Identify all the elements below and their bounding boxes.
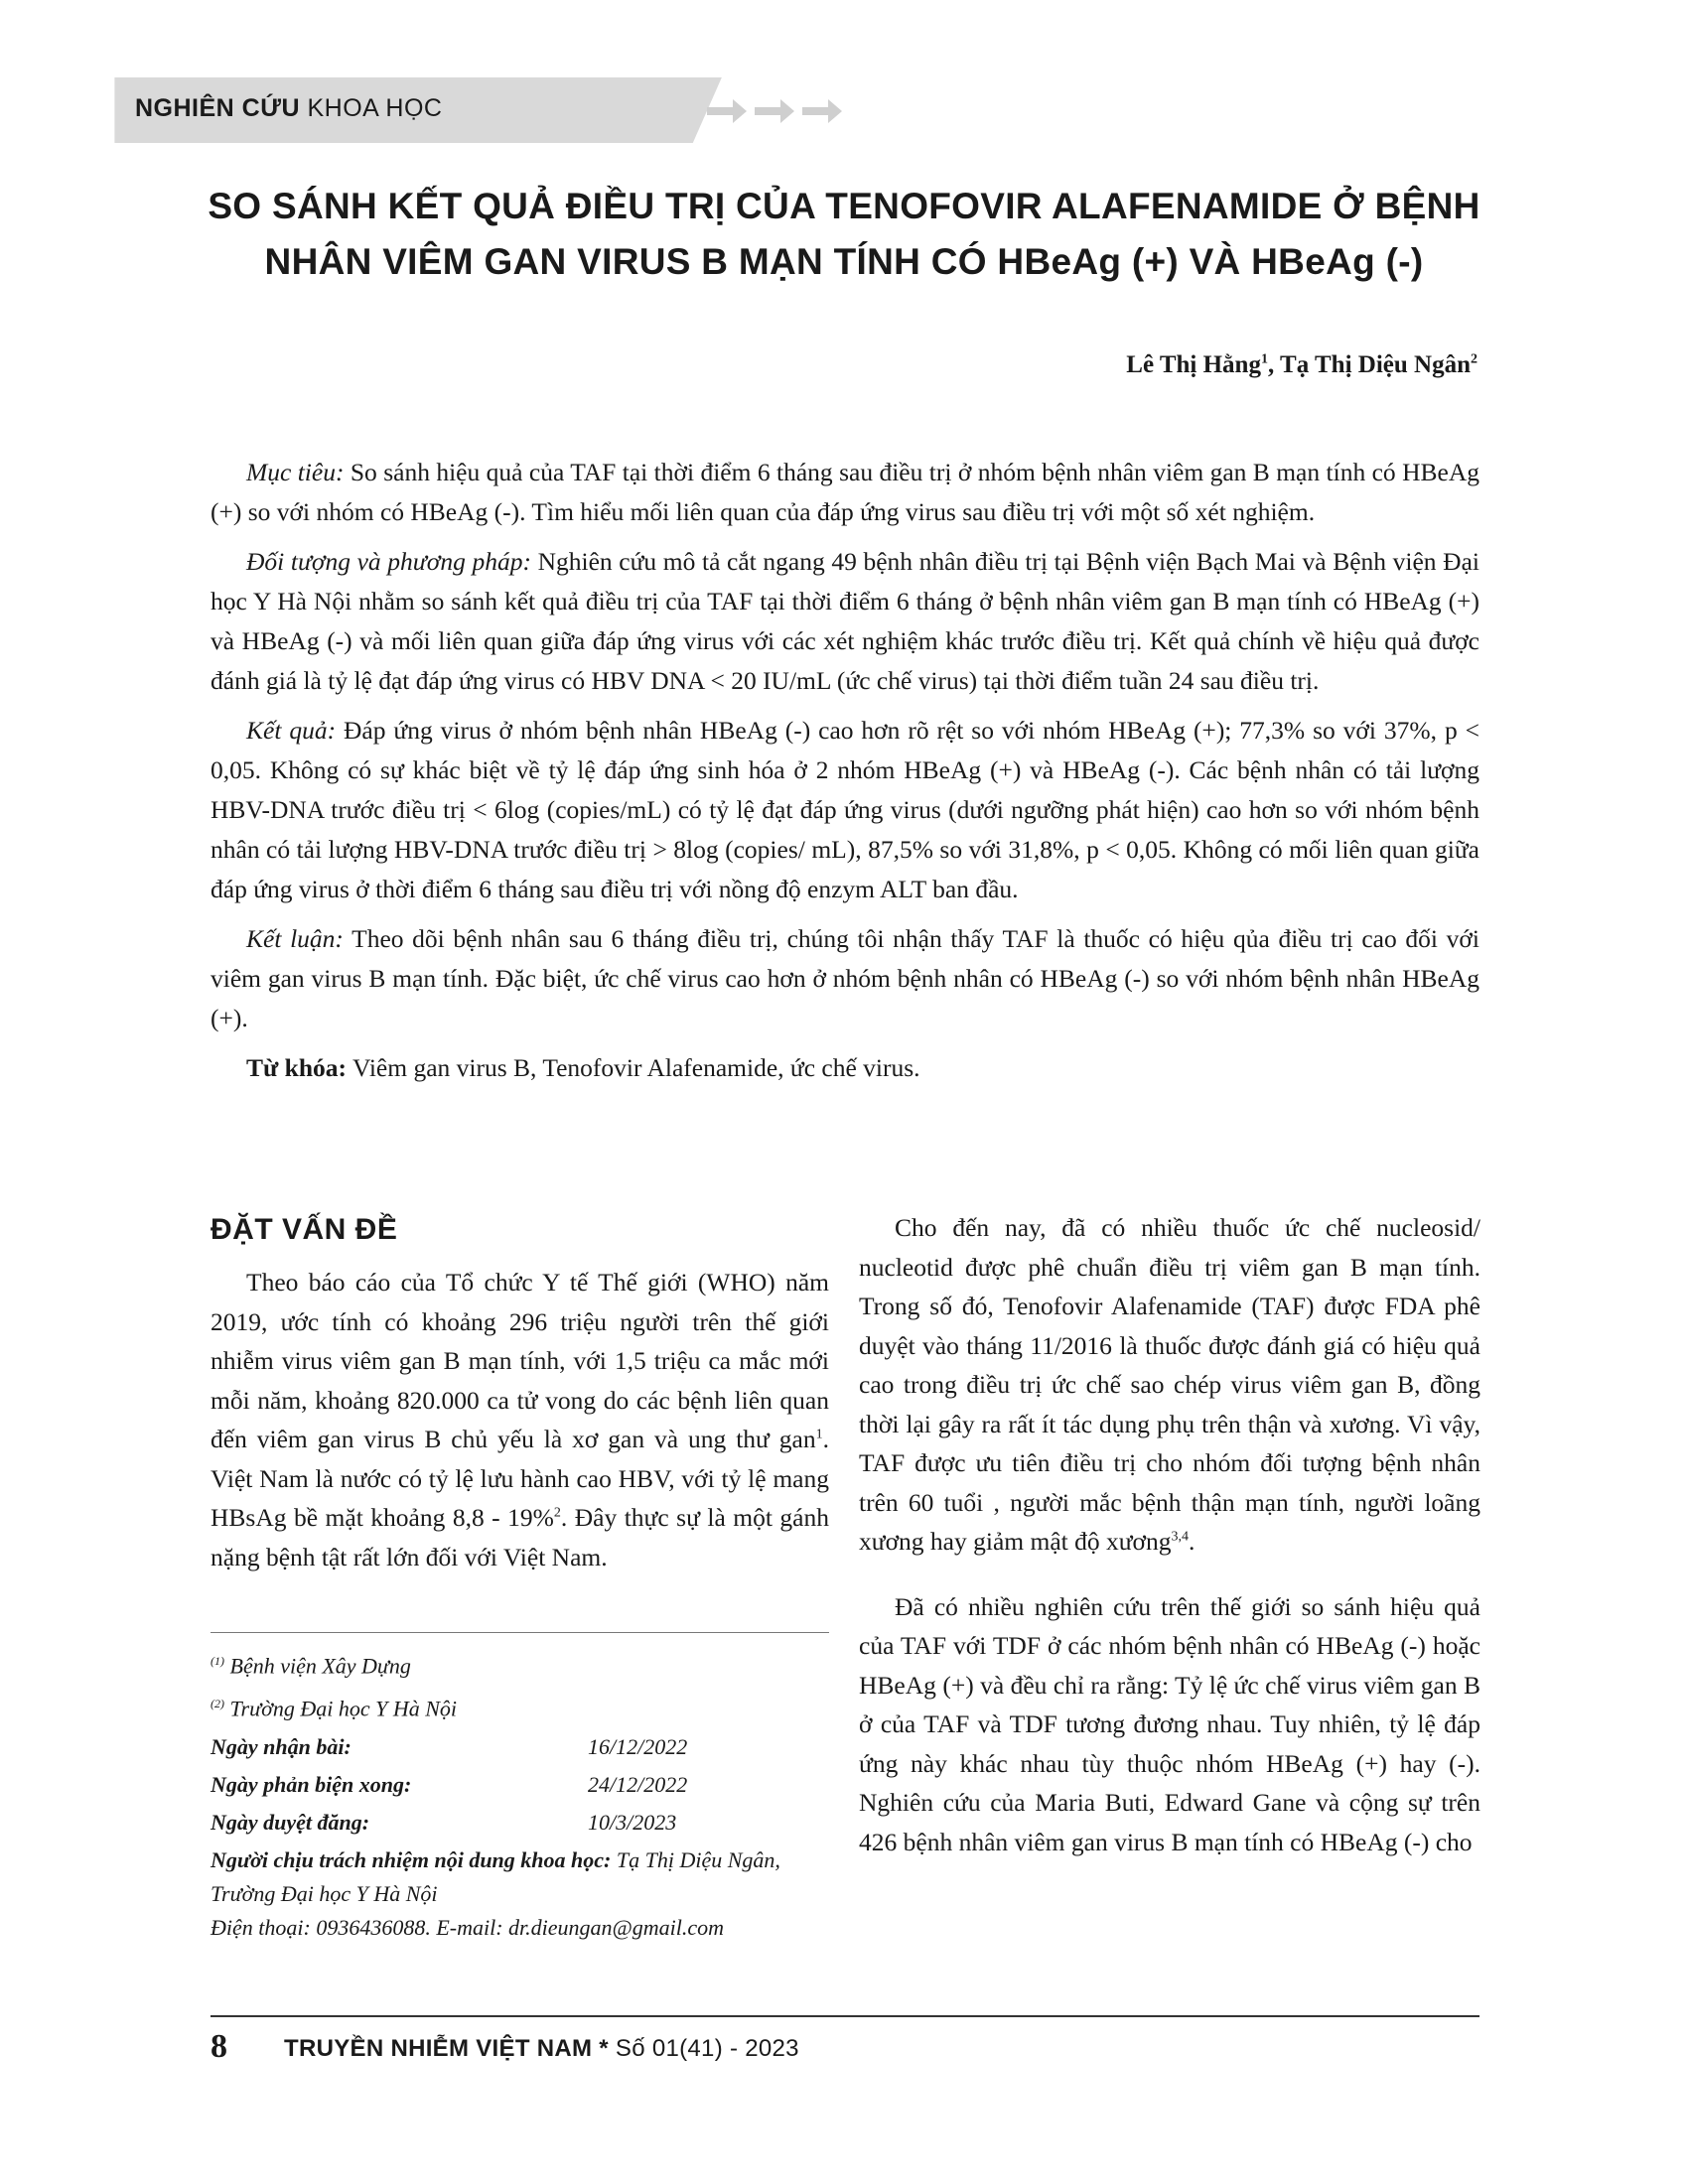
intro-paragraph-3: Đã có nhiều nghiên cứu trên thế giới so sánh hiệu quả của TAF với TDF ở các nhóm bệnh nhân có HBeAg (-) hoặc HBeAg (+) và đều chỉ ra rằng: Tỷ lệ ức chế virus viêm gan B ở của TAF và TDF tương đương nhau. Tuy nhiên, tỷ lệ đáp ứng này khác nhau tùy thuộc nhóm HBeAg (+) hay (-). Nghiên cứu của Maria Buti, Edward Gane và cộng sự trên 426 bệnh nhân viêm gan virus B mạn tính có HBeAg (-) cho: [859, 1591, 1480, 1856]
objective-text: So sánh hiệu quả của TAF tại thời điểm 6 tháng sau điều trị ở nhóm bệnh nhân viêm gan B mạn tính có HBeAg (+) so với nhóm có HBeAg (-). Tìm hiểu mối liên quan của đáp ứng virus sau điều trị với một số xét nghiệm.: [211, 458, 1479, 526]
abstract-results: [211, 711, 1479, 909]
conclusion-text: Theo dõi bệnh nhân sau 6 tháng điều trị, chúng tôi nhận thấy TAF là thuốc có hiệu qủa điều trị cao đối với viêm gan virus B mạn tính. Đặc biệt, ức chế virus cao hơn ở nhóm bệnh nhân có HBeAg (-) so với nhóm bệnh nhân HBeAg (+).: [211, 924, 1479, 1032]
affiliation-2-mark: (2): [211, 1697, 224, 1711]
accepted-date: 10/3/2023: [588, 1809, 677, 1835]
p2-part-a: Cho đến nay, đã có nhiều thuốc ức chế nucleosid/ nucleotid được phê chuẩn điều trị viêm gan B mạn tính. Trong số đó, Tenofovir Alafenamide (TAF) được FDA phê duyệt vào tháng 11/2016 là thuốc được đánh giá có hiệu quả cao trong điều trị ức chế sao chép virus viêm gan B, đồng thời lại gây ra rất ít tác dụng phụ trên thận và xương. Vì vậy, TAF được ưu tiên điều trị cho nhóm đối tượng bệnh nhân trên 60 tuổi , người mắc bệnh thận mạn tính, người loãng xương hay giảm mật độ xương: [859, 1213, 1480, 1556]
responsible-label: Người chịu trách nhiệm nội dung khoa học:: [211, 1846, 612, 1872]
reviewed-row: [211, 1768, 829, 1802]
footer-star: *: [592, 2035, 616, 2062]
methods-label: Đối tượng và phương pháp:: [246, 547, 531, 576]
section-heading: ĐẶT VẤN ĐỀ: [211, 1213, 398, 1246]
received-date: 16/12/2022: [588, 1733, 688, 1759]
keywords-text: Viêm gan virus B, Tenofovir Alafenamide, ức chế virus.: [347, 1053, 920, 1082]
citation-2: 2: [553, 1505, 561, 1521]
author-2-affiliation: 2: [1471, 351, 1477, 367]
results-label: Kết quả:: [246, 716, 337, 745]
title-line-2: NHÂN VIÊM GAN VIRUS B MẠN TÍNH CÓ HBeAg (+) VÀ HBeAg (-): [264, 241, 1424, 282]
keywords-label: Từ khóa:: [246, 1053, 348, 1082]
results-text: Đáp ứng virus ở nhóm bệnh nhân HBeAg (-) cao hơn rõ rệt so với nhóm HBeAg (+); 77,3% so với 37%, p < 0,05. Không có sự khác biệt về tỷ lệ đáp ứng sinh hóa ở 2 nhóm HBeAg (+) và HBeAg (-). Các bệnh nhân có tải lượng HBV-DNA trước điều trị < 6log (copies/mL) có tỷ lệ đạt đáp ứng virus (dưới ngưỡng phát hiện) cao hơn so với nhóm bệnh nhân có tải lượng HBV-DNA trước điều trị > 8log (copies/ mL), 87,5% so với 31,8%, p < 0,05. Không có mối liên quan giữa đáp ứng virus ở thời điểm 6 tháng sau điều trị với nồng độ enzym ALT ban đầu.: [211, 716, 1479, 903]
arrows-icon: [707, 95, 856, 127]
affiliation-2: [211, 1687, 829, 1725]
intro-paragraph-2: [859, 1208, 1480, 1562]
citation-3-4: 3,4: [1171, 1529, 1190, 1545]
abstract-keywords: [211, 1048, 1479, 1088]
accepted-row: [211, 1806, 829, 1840]
authors: [1126, 351, 1477, 379]
abstract-conclusion: [211, 919, 1479, 1038]
author-1-affiliation: 1: [1260, 351, 1268, 367]
footnotes: [211, 1644, 829, 1945]
received-row: [211, 1730, 829, 1764]
contact-info: Điện thoại: 0936436088. E-mail: dr.dieungan@gmail.com: [211, 1914, 725, 1940]
responsible-person: [211, 1843, 829, 1911]
journal-footer: [284, 2035, 799, 2063]
page-number: 8: [211, 2028, 227, 2065]
abstract: [211, 453, 1479, 1098]
article-title: [119, 179, 1569, 290]
received-label: Ngày nhận bài:: [211, 1733, 352, 1759]
section-label-rest: KHOA HỌC: [300, 94, 443, 122]
p1-part-c: . Đây thực sự là một gánh nặng bệnh tật rất lớn đối với Việt Nam.: [211, 1503, 829, 1571]
accepted-label: Ngày duyệt đăng:: [211, 1809, 370, 1835]
section-label: [135, 94, 442, 123]
author-1: Lê Thị Hằng: [1126, 351, 1261, 378]
author-separator: ,: [1267, 351, 1281, 378]
affiliation-1-text: Bệnh viện Xây Dựng: [224, 1653, 411, 1679]
intro-paragraph-1: [211, 1263, 829, 1576]
p2-part-b: .: [1189, 1527, 1196, 1556]
title-line-1: SO SÁNH KẾT QUẢ ĐIỀU TRỊ CỦA TENOFOVIR ALAFENAMIDE Ở BỆNH: [208, 186, 1480, 226]
affiliation-1-mark: (1): [211, 1654, 224, 1668]
journal-name: TRUYỀN NHIỄM VIỆT NAM: [284, 2035, 593, 2062]
journal-issue: Số 01(41) - 2023: [615, 2035, 799, 2062]
conclusion-label: Kết luận:: [246, 924, 344, 953]
affiliation-1: [211, 1644, 829, 1683]
footer-divider: [211, 2015, 1479, 2017]
section-label-bold: NGHIÊN CỨU: [135, 94, 301, 122]
responsible-text: Tạ Thị Diệu Ngân, Trường Đại học Y Hà Nội: [211, 1846, 780, 1906]
footnote-divider: [211, 1632, 829, 1633]
p1-part-a: Theo báo cáo của Tổ chức Y tế Thế giới (WHO) năm 2019, ước tính có khoảng 296 triệu người trên thế giới nhiễm virus viêm gan B mạn tính, với 1,5 triệu ca mắc mới mỗi năm, khoảng 820.000 ca tử vong do các bệnh liên quan đến viêm gan virus B chủ yếu là xơ gan và ung thư gan: [211, 1268, 829, 1453]
right-column: [859, 1208, 1480, 1861]
methods-text: Nghiên cứu mô tả cắt ngang 49 bệnh nhân điều trị tại Bệnh viện Bạch Mai và Bệnh viện Đại học Y Hà Nội nhằm so sánh kết quả điều trị của TAF tại thời điểm 6 tháng ở bệnh nhân viêm gan B mạn tính có HBeAg (+) và HBeAg (-) và mối liên quan giữa đáp ứng virus với các xét nghiệm khác trước điều trị. Kết quả chính về hiệu quả được đánh giá là tỷ lệ đạt đáp ứng virus có HBV DNA < 20 IU/mL (ức chế virus) tại thời điểm tuần 24 sau điều trị.: [211, 547, 1479, 695]
citation-1: 1: [815, 1427, 823, 1442]
reviewed-label: Ngày phản biện xong:: [211, 1771, 412, 1797]
reviewed-date: 24/12/2022: [588, 1771, 688, 1797]
objective-label: Mục tiêu:: [246, 458, 345, 486]
author-2: Tạ Thị Diệu Ngân: [1280, 351, 1471, 378]
paragraph-gap: [859, 1562, 1480, 1587]
left-column: [211, 1213, 829, 1576]
abstract-objective: [211, 453, 1479, 532]
affiliation-2-text: Trường Đại học Y Hà Nội: [224, 1696, 457, 1721]
p1-part-b: . Việt Nam là nước có tỷ lệ lưu hành cao HBV, với tỷ lệ mang HBsAg bề mặt khoảng 8,8 - 19%: [211, 1425, 829, 1532]
abstract-methods: [211, 542, 1479, 701]
